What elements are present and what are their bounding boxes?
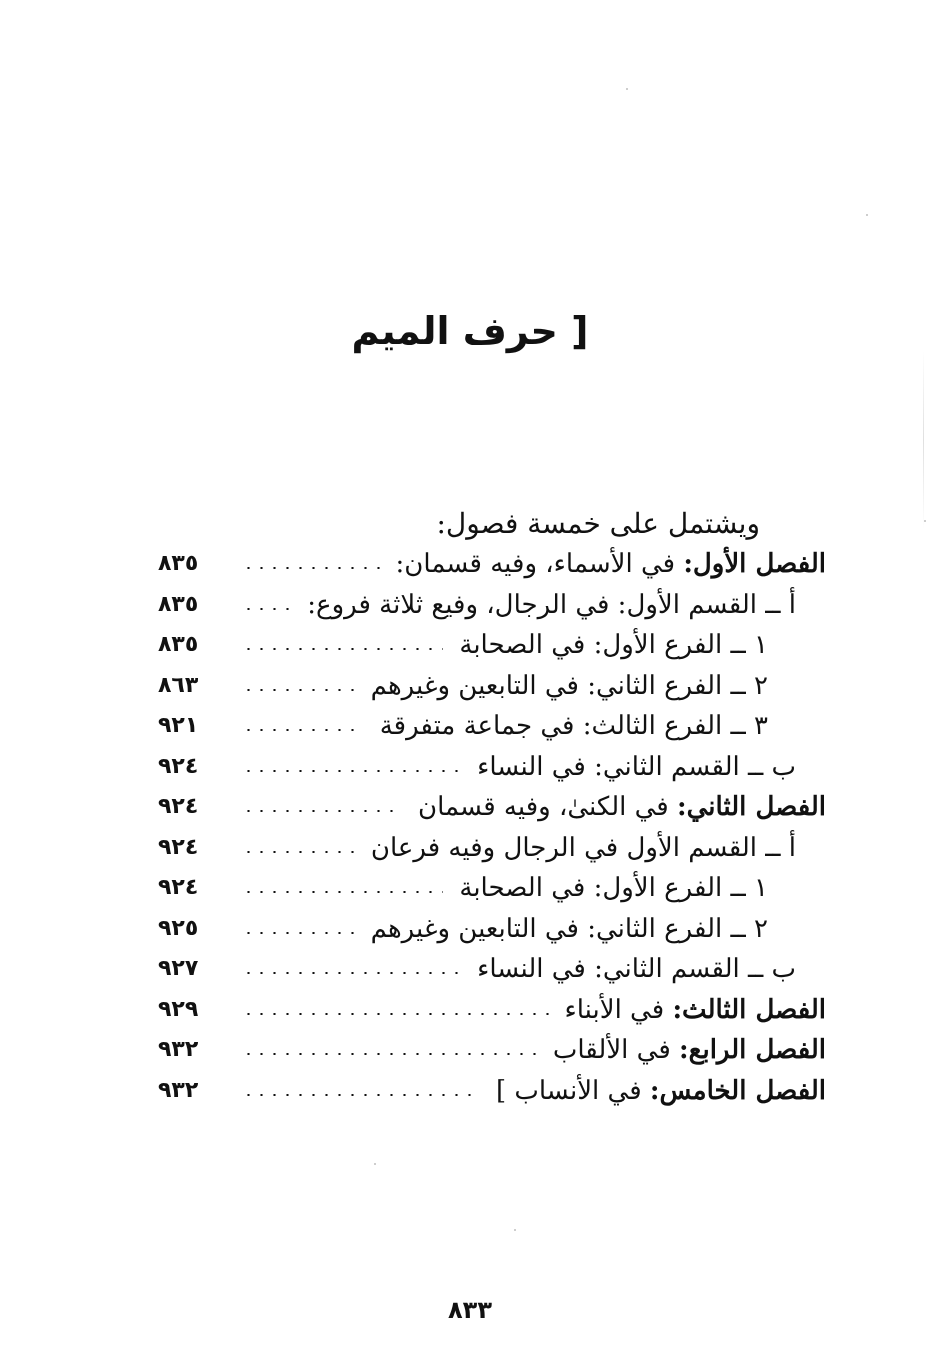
toc-page-number: ٨٣٥: [158, 591, 199, 617]
entry-title: ١ ــ الفرع الأول: في الصحابة: [459, 630, 768, 661]
toc-entry-label: [565, 990, 826, 1030]
toc-page-number: ٨٣٥: [158, 551, 199, 577]
entry-title: في الأبناء: [564, 994, 673, 1025]
entry-title: في الأنساب ]: [495, 1075, 650, 1106]
toc-page-number: ٩٢٧: [158, 956, 199, 982]
toc-row: [158, 909, 826, 950]
entry-title: ٢ ــ الفرع الثاني: في التابعين وغيرهم: [370, 913, 768, 944]
chapter-heading: الفصل الخامس:: [649, 1075, 826, 1106]
toc-entry-label: [371, 828, 796, 868]
toc-page-number: ٩٣٢: [158, 1077, 199, 1103]
toc-page-number: ٩٢٤: [158, 875, 199, 901]
entry-title: ١ ــ الفرع الأول: في الصحابة: [459, 873, 768, 904]
toc-entry-label: [396, 544, 826, 584]
scan-speck: [626, 88, 628, 90]
toc-row: [158, 990, 826, 1031]
dot-leader: [242, 747, 461, 787]
toc-page-number: ٩٢٤: [158, 753, 199, 779]
dot-leader: [242, 949, 461, 989]
table-of-contents: [158, 544, 826, 1111]
scan-speck: [514, 1229, 516, 1231]
toc-page-number: ٩٢٩: [158, 996, 199, 1022]
scan-speck: [866, 214, 868, 216]
toc-entry-label: [380, 706, 768, 746]
dot-leader: [242, 828, 355, 868]
chapter-heading: الفصل الثاني:: [676, 792, 826, 823]
toc-row: [158, 868, 826, 909]
toc-entry-label: [477, 747, 796, 787]
toc-row: [158, 666, 826, 707]
toc-row: [158, 828, 826, 869]
dot-leader: [242, 868, 443, 908]
toc-entry-label: [418, 787, 826, 827]
toc-page-number: ٩٣٢: [158, 1037, 199, 1063]
toc-row: [158, 706, 826, 747]
entry-title: في الأسماء، وفيه قسمان:: [395, 549, 684, 580]
dot-leader: [242, 787, 402, 827]
entry-title: ب ــ القسم الثاني: في النساء: [477, 954, 796, 985]
section-title: [ حرف الميم: [351, 309, 589, 353]
toc-page-number: ٩٢٤: [158, 834, 199, 860]
toc-entry-label: [371, 666, 768, 706]
toc-entry-label: [459, 868, 768, 908]
toc-entry-label: [477, 949, 796, 989]
scan-edge-shadow: [923, 350, 924, 530]
scan-speck: [374, 1163, 376, 1165]
toc-row: [158, 1071, 826, 1112]
dot-leader: [242, 625, 443, 665]
dot-leader: [242, 1071, 480, 1111]
entry-title: أ ــ القسم الأول: في الرجال، وفيع ثلاثة فروع:: [307, 589, 796, 620]
entry-title: أ ــ القسم الأول في الرجال وفيه فرعان: [370, 832, 796, 863]
toc-row: [158, 1030, 826, 1071]
entry-title: في الكنىٰ، وفيه قسمان: [417, 792, 677, 823]
intro-text: ويشتمل على خمسة فصول:: [436, 507, 760, 540]
toc-entry-label: [496, 1071, 826, 1111]
dot-leader: [242, 666, 355, 706]
toc-page-number: ٨٦٣: [158, 672, 199, 698]
chapter-heading: الفصل الأول:: [683, 549, 826, 580]
chapter-heading: الفصل الرابع:: [679, 1035, 826, 1066]
dot-leader: [242, 990, 549, 1030]
toc-page-number: ٨٣٥: [158, 632, 199, 658]
entry-title: ب ــ القسم الثاني: في النساء: [477, 751, 796, 782]
toc-row: [158, 544, 826, 585]
toc-entry-label: [553, 1030, 826, 1070]
toc-page-number: ٩٢٥: [158, 915, 199, 941]
toc-row: [158, 747, 826, 788]
toc-row: [158, 787, 826, 828]
entry-title: في الألقاب: [552, 1035, 680, 1066]
toc-entry-label: [307, 585, 796, 625]
toc-row: [158, 585, 826, 626]
entry-title: ٢ ــ الفرع الثاني: في التابعين وغيرهم: [370, 670, 768, 701]
toc-page-number: ٩٢٤: [158, 794, 199, 820]
dot-leader: [242, 706, 364, 746]
toc-row: [158, 949, 826, 990]
dot-leader: [242, 909, 355, 949]
entry-title: ٣ ــ الفرع الثالث: في جماعة متفرقة: [379, 711, 768, 742]
scan-speck: [924, 520, 926, 522]
dot-leader: [242, 1030, 537, 1070]
dot-leader: [242, 585, 291, 625]
toc-entry-label: [371, 909, 768, 949]
toc-page-number: ٩٢١: [158, 713, 199, 739]
toc-row: [158, 625, 826, 666]
dot-leader: [242, 544, 380, 584]
page-number: ٨٣٣: [448, 1296, 492, 1324]
toc-entry-label: [459, 625, 768, 665]
chapter-heading: الفصل الثالث:: [672, 994, 826, 1025]
